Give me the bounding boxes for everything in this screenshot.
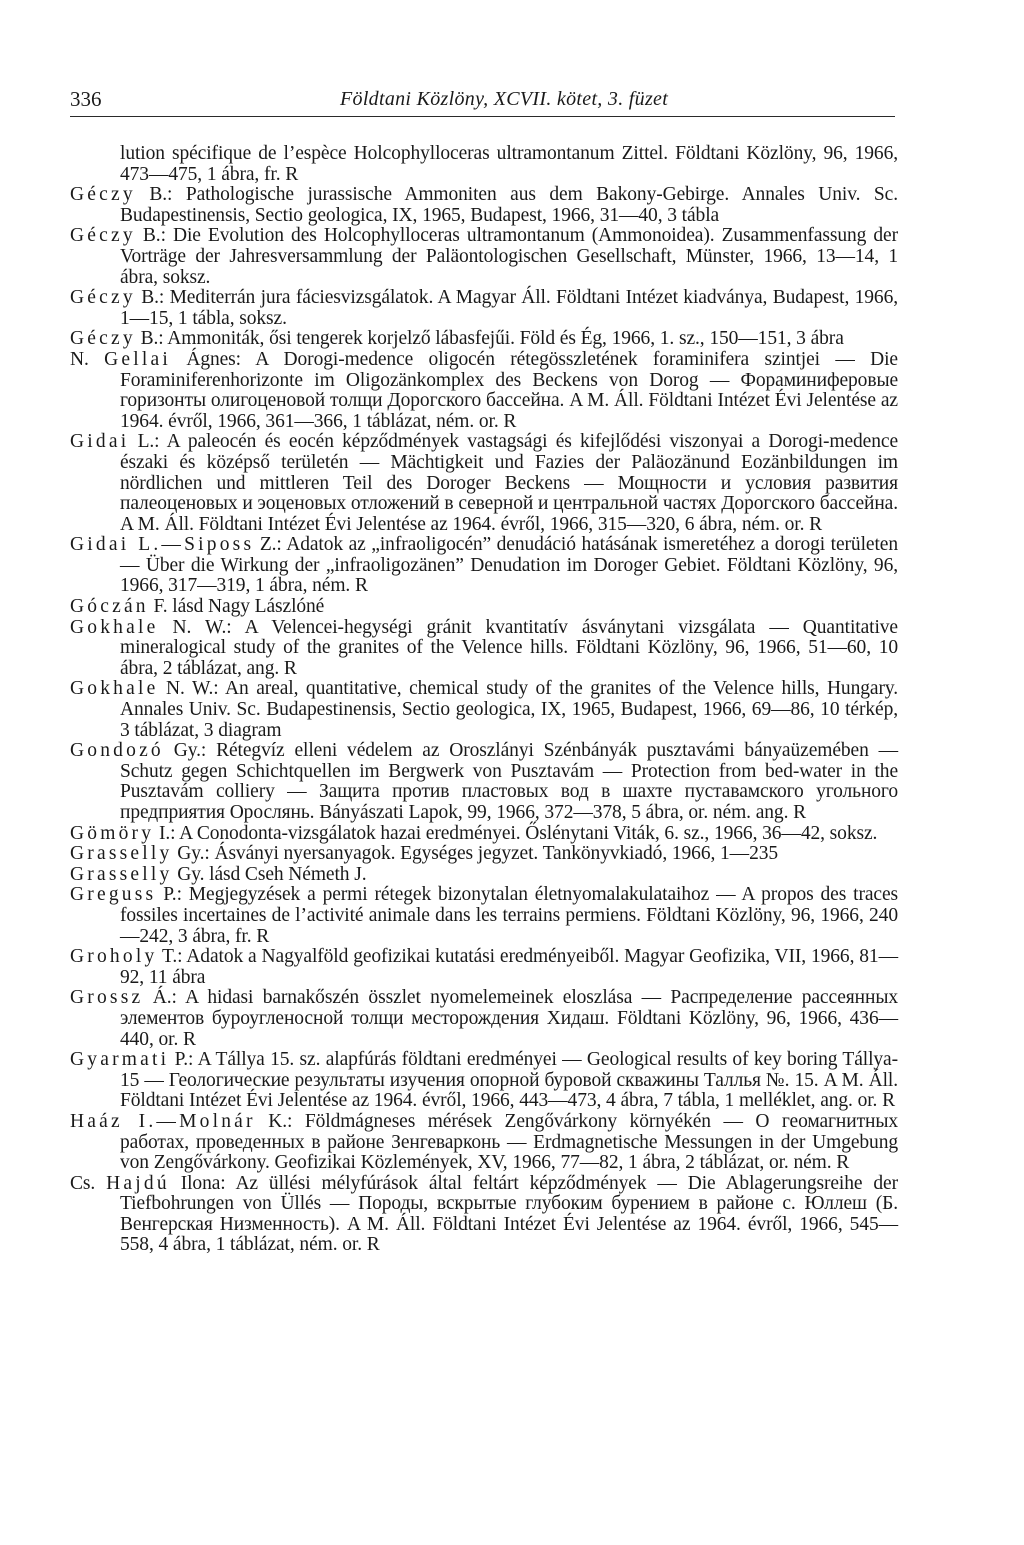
author-name: Groholy xyxy=(70,946,158,968)
bibliography-entry xyxy=(70,741,898,823)
author-name: Gyarmati xyxy=(70,1049,170,1071)
bibliography-entry xyxy=(70,947,898,988)
author-name: Gellai xyxy=(104,348,171,370)
bibliography-entry xyxy=(70,329,898,350)
author-name: Grossz xyxy=(70,987,144,1009)
author-name: Gömöry xyxy=(70,822,155,844)
entry-text: B.: Mediterrán jura fáciesvizsgálatok. A Magyar Áll. Földtani Intézet kiadványa, Budapest, 1966, 1—15, 1 tábla, soksz. xyxy=(120,287,898,329)
author-name: Gondozó xyxy=(70,740,164,762)
entry-text: Ágnes: A Dorogi-medence oligocén rétegösszletének foraminifera szintjei — Die Foraminiferenhorizonte im Oligozänkomplex des Beckens von Dorog — Фораминиферовые горизонты олигоценовой толщи Дорогского бассейна. A M. Áll. Földtani Intézet Évi Jelentése az 1964. évről, 1966, 361—366, 1 táblázat, ném. or. R xyxy=(120,348,898,432)
page-number: 336 xyxy=(70,87,102,111)
bibliography-entry xyxy=(70,865,898,886)
entry-text: lution spécifique de l’espèce Holcophylloceras ultramontanum Zittel. Földtani Közlöny, 96, 1966, 473—475, 1 ábra, fr. R xyxy=(120,143,898,185)
author-name: Géczy xyxy=(70,328,136,350)
entry-text: N. W.: An areal, quantitative, chemical study of the granites of the Velence hills, Hungary. Annales Univ. Sc. Budapestinensis, Sectio geologica, IX, 1965, Budapest, 1966, 69—86, 10 térkép, 3 táblázat, 3 diagram xyxy=(120,678,898,741)
bibliography-list xyxy=(70,144,898,1256)
bibliography-entry xyxy=(70,1174,898,1256)
author-name: Gokhale xyxy=(70,678,159,700)
running-title: Földtani Közlöny, XCVII. kötet, 3. füzet xyxy=(340,88,669,110)
entry-text: P.: Megjegyzések a permi rétegek bizonytalan életnyomalakulataihoz — A propos des traces fossiles incertaines de l’activité animale dans les terrains permiens. Földtani Közlöny, 96, 1966, 240—242, 3 ábra, fr. R xyxy=(120,884,898,947)
entry-text: B.: Die Evolution des Holcophylloceras ultramontanum (Ammonoidea). Zusammenfassung der Vorträge der Jahresversammlung der Paläontologischen Gesellschaft, Münster, 1966, 13—14, 1 ábra, soksz. xyxy=(120,225,898,288)
entry-text: L.: A paleocén és eocén képződmények vastagsági és kifejlődési viszonyai a Dorogi-medence északi és középső területén — Mächtigkeit und Fazies der Paläozänund Eozänbildungen im nördlichen und mittleren Teil des Doroger Beckens — Мощности и условия развития палеоценовых и эоценовых отложений в северной и центральной частях Дорогского бассейна. A M. Áll. Földtani Intézet Évi Jelentése az 1964. évről, 1966, 315—320, 6 ábra, ném. or. R xyxy=(120,431,898,535)
entry-text: N. W.: A Velencei-hegységi gránit kvantitatív ásványtani vizsgálata — Quantitative mineralogical study of the granites of the Velence hills. Földtani Közlöny, 96, 1966, 51—60, 10 ábra, 2 táblázat, ang. R xyxy=(120,616,898,679)
bibliography-entry xyxy=(70,885,898,947)
bibliography-entry xyxy=(70,988,898,1050)
entry-text: Z.: Adatok az „infraoligocén” denudáció hatásának ismeretéhez a dorogi területen — Über die Wirkung der „infraoligozänen” Denudation im Doroger Gebiet. Földtani Közlöny, 96, 1966, 317—319, 1 ábra, ném. R xyxy=(120,534,898,597)
bibliography-entry xyxy=(70,844,898,865)
bibliography-entry xyxy=(70,226,898,288)
entry-text: F. lásd Nagy Lászlóné xyxy=(148,596,325,618)
author-name: Haáz I.—Molnár xyxy=(70,1110,256,1132)
bibliography-entry xyxy=(70,350,898,432)
entry-text: K.: Földmágneses mérések Zengővárkony környékén — О геомагнитных работах, проведенных в районе Зенгеварконь — Erdmagnetische Messungen in der Umgebung von Zengővárkony. Geofizikai Közlemények, XV, 1966, 77—82, 1 ábra, 2 táblázat, or. ném. R xyxy=(120,1110,898,1174)
page-header xyxy=(70,86,895,117)
entry-text: Ilona: Az üllési mélyfúrások által feltárt képződmények — Die Ablagerungsreihe der Tiefbohrungen von Üllés — Породы, вскрытые глубоким бурением в районе с. Юллеш (Б. Венгерская Низменность). A M. Áll. Földtani Intézet Évi Jelentése az 1964. évről, 1966, 545—558, 4 ábra, 1 táblázat, ném. or. R xyxy=(120,1172,898,1256)
bibliography-entry xyxy=(70,144,898,185)
author-name: Géczy xyxy=(70,225,136,247)
bibliography-entry xyxy=(70,1050,898,1112)
author-name: Greguss xyxy=(70,884,157,906)
author-name: Gokhale xyxy=(70,616,159,638)
entry-text: B.: Ammoniták, ősi tengerek korjelző lábasfejűi. Föld és Ég, 1966, 1. sz., 150—151, 3 ábra xyxy=(135,328,844,350)
author-name: Grasselly xyxy=(70,863,173,885)
author-name: Góczán xyxy=(70,596,149,618)
bibliography-entry xyxy=(70,597,898,618)
entry-text: Gy.: Rétegvíz elleni védelem az Oroszlányi Szénbányák pusztavámi bányaüzemében — Schutz gegen Schichtquellen im Bergwerk von Pusztavám — Protection from bed-water in the Pusztavám colliery — Защита против пластовых вод в шахте пуставамского угольного предприятия Орослянь. Bányászati Lapok, 99, 1966, 372—378, 5 ábra, or. ném. ang. R xyxy=(120,740,898,823)
author-name: Gidai xyxy=(70,431,130,453)
bibliography-entry xyxy=(70,824,898,845)
entry-text: Gy. lásd Cseh Németh J. xyxy=(172,863,367,885)
entry-text: T.: Adatok a Nagyalföld geofizikai kutatási eredményeiből. Magyar Geofizika, VII, 1966, 81—92, 11 ábra xyxy=(120,946,898,988)
entry-text: Gy.: Ásványi nyersanyagok. Egységes jegyzet. Tankönyvkiadó, 1966, 1—235 xyxy=(172,843,779,865)
bibliography-entry xyxy=(70,618,898,680)
bibliography-entry xyxy=(70,679,898,741)
bibliography-entry xyxy=(70,535,898,597)
entry-text: Á.: A hidasi barnakőszén összlet nyomelemeinek eloszlása — Распределение рассеянных элементов буроугленосной толщи месторождения Хидаш. Földtani Közlöny, 96, 1966, 436—440, or. R xyxy=(120,987,898,1050)
entry-text: P.: A Tállya 15. sz. alapfúrás földtani eredményei — Geological results of key boring Tállya-15 — Геологические результаты изучения опорной буровой скважины Таллья №. 15. A M. Áll. Földtani Intézet Évi Jelentése az 1964. évről, 1966, 443—473, 4 ábra, 7 tábla, 1 melléklet, ang. or. R xyxy=(120,1049,898,1112)
author-prefix: Cs. xyxy=(70,1172,107,1194)
bibliography-entry xyxy=(70,288,898,329)
author-name: Géczy xyxy=(70,287,136,309)
author-name: Grasselly xyxy=(70,843,173,865)
bibliography-entry xyxy=(70,432,898,535)
bibliography-entry xyxy=(70,185,898,226)
entry-text: B.: Pathologische jurassische Ammoniten aus dem Bakony-Gebirge. Annales Univ. Sc. Budapestinensis, Sectio geologica, IX, 1965, Budapest, 1966, 31—40, 3 tábla xyxy=(120,184,898,226)
bibliography-entry xyxy=(70,1112,898,1174)
author-name: Géczy xyxy=(70,184,136,206)
entry-text: I.: A Conodonta-vizsgálatok hazai eredményei. Őslénytani Viták, 6. sz., 1966, 36—42, soksz. xyxy=(154,822,878,844)
author-name: Hajdú xyxy=(106,1172,170,1194)
author-prefix: N. xyxy=(70,348,105,370)
author-name: Gidai L.—Siposs xyxy=(70,534,255,556)
